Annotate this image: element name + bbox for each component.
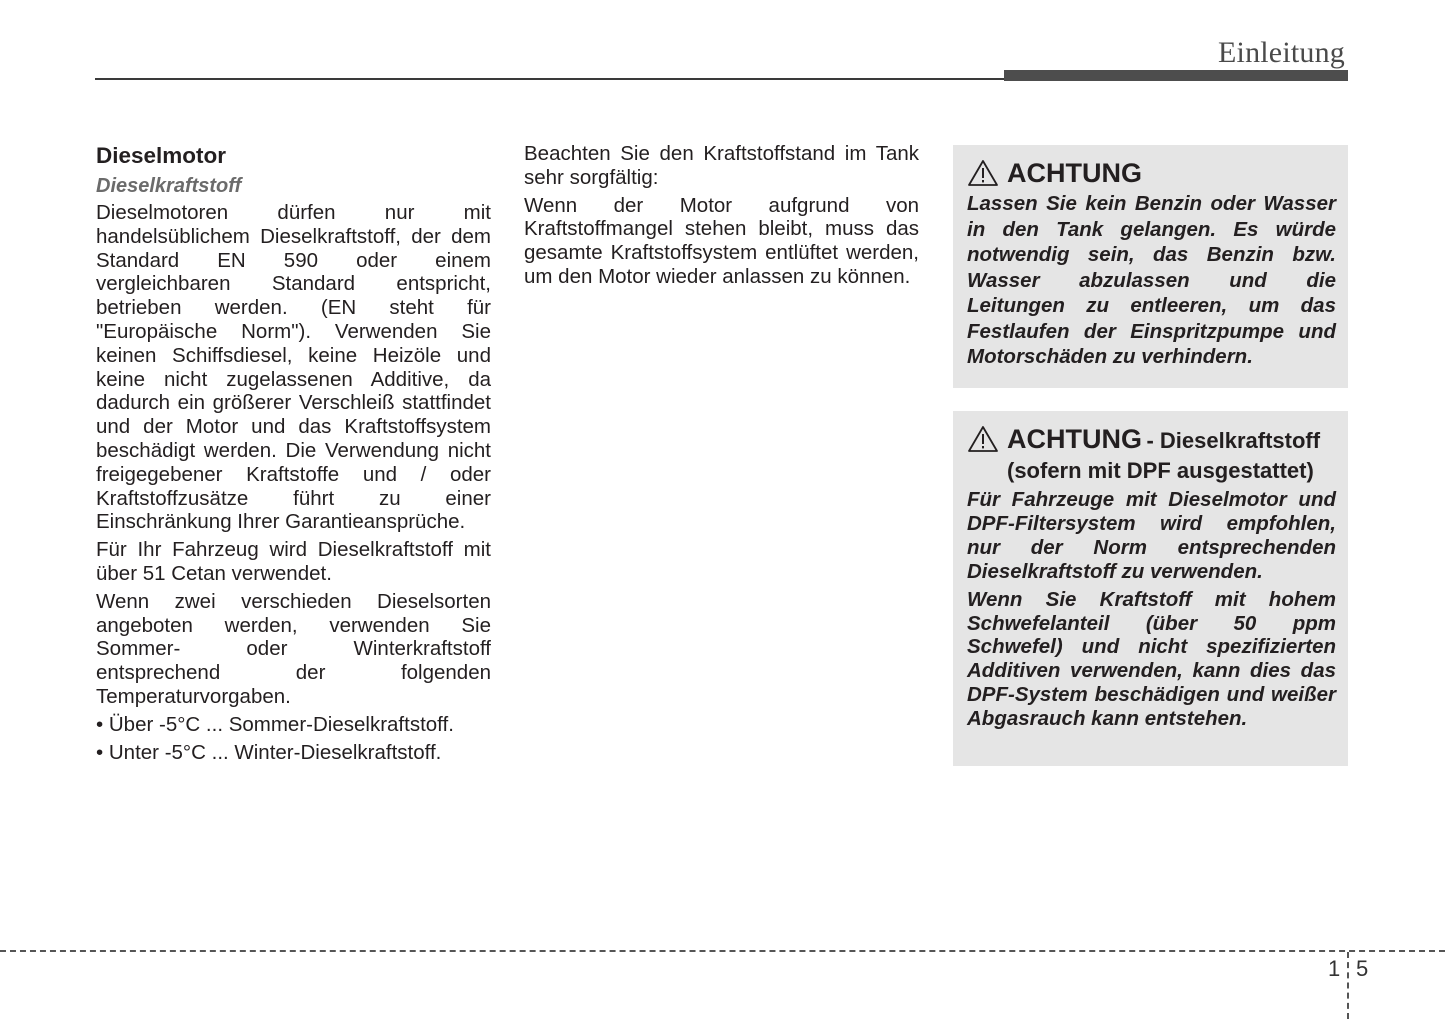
footer-divider	[1347, 952, 1349, 1019]
footer-rule	[0, 950, 1445, 952]
paragraph: Dieselmotoren dürfen nur mit handelsüblichem Dieselkraftstoff, der dem Standard EN 590 oder einem vergleichbaren Standard entspricht, betrieben werden. (EN steht für "Europäische Norm"). Verwenden Sie keinen Schiffsdiesel, keine Heizöle und keine nicht zugelassenen Additive, da dadurch ein größerer Verschleiß stattfindet und der Motor und das Kraftstoffsystem beschädigt werden. Die Verwendung nicht freigegebener Kraftstoffe und / oder Kraftstoffzusätze führt zu einer Einschränkung Ihrer Garantieansprüche.	[96, 201, 491, 534]
page-number: 5	[1356, 956, 1369, 981]
middle-column	[524, 142, 919, 293]
page-header-title: Einleitung	[1218, 36, 1345, 69]
left-column	[96, 142, 491, 768]
warning-title: ACHTUNG	[1007, 158, 1142, 188]
warning-triangle-icon	[967, 159, 999, 187]
bullet-item: • Über -5°C ... Sommer-Dieselkraftstoff.	[96, 712, 454, 736]
paragraph: Beachten Sie den Kraftstoffstand im Tank sehr sorgfältig:	[524, 142, 919, 189]
warning-text: Für Fahrzeuge mit Dieselmotor und DPF-Filtersystem wird empfohlen, nur der Norm entsprechenden Dieselkraftstoff zu verwenden.	[967, 488, 1336, 583]
warning-header	[967, 423, 1336, 456]
header-accent-bar	[1004, 70, 1348, 81]
section-heading: Dieselmotor	[96, 143, 227, 168]
warning-box	[953, 145, 1348, 388]
warning-subtitle-condition: (sofern mit DPF ausgestattet)	[1007, 458, 1314, 483]
warning-text: Wenn Sie Kraftstoff mit hohem Schwefelanteil (über 50 ppm Schwefel) und nicht spezifizierten Additiven verwenden, kann dies das DPF-System beschädigen und weißer Abgasrauch kann entstehen.	[967, 587, 1336, 731]
warning-triangle-icon	[967, 425, 999, 453]
warning-text: Lassen Sie kein Benzin oder Wasser in den Tank gelangen. Es würde notwendig sein, das Benzin bzw. Wasser abzulassen und die Leitungen zu entleeren, um das Festlaufen der Einspritzpumpe und Motorschäden zu verhindern.	[967, 192, 1336, 368]
paragraph: Für Ihr Fahrzeug wird Dieselkraftstoff mit über 51 Cetan verwendet.	[96, 538, 491, 585]
section-subheading: Dieselkraftstoff	[96, 175, 242, 197]
chapter-number: 1	[1328, 956, 1341, 981]
header-rule	[95, 78, 1005, 80]
warning-header	[967, 157, 1336, 189]
warning-title: ACHTUNG	[1007, 424, 1142, 454]
bullet-item: • Unter -5°C ... Winter-Dieselkraftstoff.	[96, 740, 442, 764]
warning-box-diesel	[953, 411, 1348, 766]
warning-subtitle: - Dieselkraftstoff	[1146, 428, 1321, 453]
paragraph: Wenn zwei verschieden Dieselsorten angeboten werden, verwenden Sie Sommer- oder Winterkraftstoff entsprechend der folgenden Temperaturvorgaben.	[96, 589, 491, 708]
paragraph: Wenn der Motor aufgrund von Kraftstoffmangel stehen bleibt, muss das gesamte Kraftstoffsystem entlüftet werden, um den Motor wieder anlassen zu können.	[524, 193, 919, 288]
